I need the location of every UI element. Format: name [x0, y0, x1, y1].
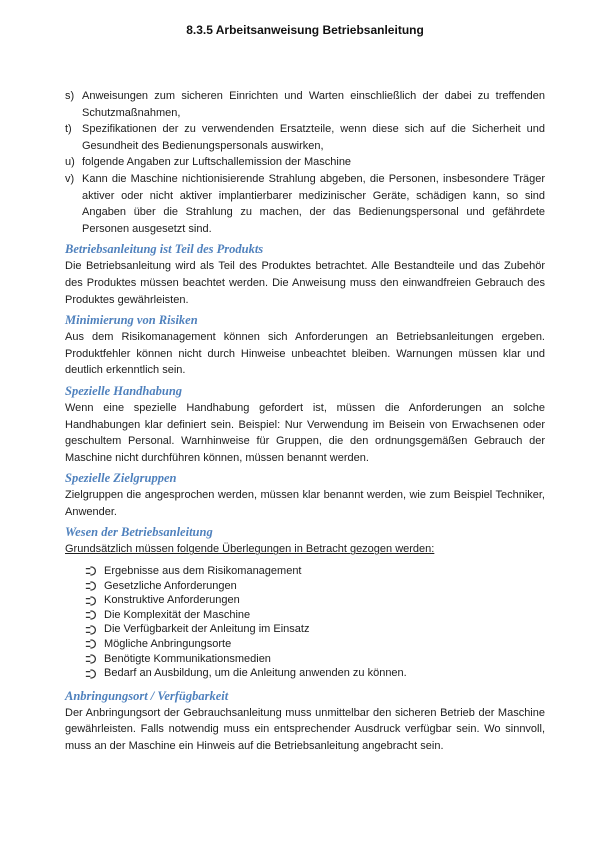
bullet-item — [85, 608, 545, 623]
section-intro-underlined: Grundsätzlich müssen folgende Überlegungen in Betracht gezogen werden: — [65, 543, 435, 556]
arrow-d-bullet-icon — [85, 653, 97, 665]
section-heading: Minimierung von Risiken — [65, 313, 198, 328]
section-body: Der Anbringungsort der Gebrauchsanleitung muss unmittelbar den sicheren Betrieb der Maschine gewährleisten. Falls notwendig muss ein entsprechender Ausdruck verfügbar sein. Wo sinnvoll, muss an der Maschine ein Hinweis auf die Betriebsanleitung angebracht sein. — [65, 706, 545, 752]
section-wesen-der-betriebsanleitung — [65, 524, 545, 680]
list-item — [65, 121, 545, 154]
bullet-item — [85, 579, 545, 594]
bullet-item — [85, 637, 545, 652]
list-item-text: Anweisungen zum sicheren Einrichten und Warten einschließlich der dabei zu treffenden Schutzmaßnahmen, — [82, 90, 545, 119]
section-heading: Anbringungsort / Verfügbarkeit — [65, 688, 229, 703]
bullet-text: Die Verfügbarkeit der Anleitung im Einsatz — [104, 623, 310, 636]
arrow-d-bullet-icon — [85, 580, 97, 592]
list-item-text: Spezifikationen der zu verwendenden Ersatzteile, wenn diese sich auf die Sicherheit und Gesundheit des Bedienungspersonals auswirken, — [82, 123, 545, 152]
arrow-d-bullet-icon — [85, 638, 97, 650]
section-heading: Spezielle Handhabung — [65, 383, 183, 398]
bullet-list — [85, 564, 545, 681]
bullet-item — [85, 666, 545, 681]
section-anbringungsort-verfuegbarkeit — [65, 688, 545, 755]
bullet-item — [85, 564, 545, 579]
bullet-item — [85, 622, 545, 637]
list-item-label: s) — [65, 90, 75, 102]
list-item — [65, 88, 545, 121]
document-title: 8.3.5 Arbeitsanweisung Betriebsanleitung — [186, 23, 424, 37]
list-item — [65, 171, 545, 237]
bullet-text: Konstruktive Anforderungen — [104, 594, 240, 607]
bullet-text: Ergebnisse aus dem Risikomanagement — [104, 565, 302, 578]
arrow-d-bullet-icon — [85, 595, 97, 607]
bullet-text: Benötigte Kommunikationsmedien — [104, 652, 271, 665]
bullet-text: Die Komplexität der Maschine — [104, 608, 251, 621]
arrow-d-bullet-icon — [85, 624, 97, 636]
arrow-d-bullet-icon — [85, 565, 97, 577]
section-heading: Spezielle Zielgruppen — [65, 471, 177, 486]
bullet-text: Mögliche Anbringungsorte — [104, 638, 232, 651]
section-teil-des-produkts — [65, 241, 545, 308]
section-spezielle-zielgruppen — [65, 470, 545, 520]
section-heading: Betriebsanleitung ist Teil des Produkts — [65, 242, 264, 257]
bullet-item — [85, 652, 545, 667]
list-item-text: folgende Angaben zur Luftschallemission der Maschine — [82, 156, 352, 169]
section-minimierung-von-risiken — [65, 312, 545, 379]
list-item — [65, 154, 545, 171]
arrow-d-bullet-icon — [85, 668, 97, 680]
list-item-label: t) — [65, 123, 72, 136]
lettered-list — [65, 88, 545, 237]
list-item-label: v) — [65, 172, 75, 185]
list-item-text: Kann die Maschine nichtionisierende Strahlung abgeben, die Personen, insbesondere Träger aktiver oder nicht aktiver implantierbarer medizinischer Geräte, schädigen kann, so sind Angaben über die Strahlung zu machen, der das Bedienungspersonal und gefährdete Personen ausgesetzt sind. — [82, 172, 545, 235]
bullet-text: Gesetzliche Anforderungen — [104, 579, 237, 592]
section-body: Zielgruppen die angesprochen werden, müssen klar benannt werden, wie zum Beispiel Techniker, Anwender. — [65, 489, 545, 518]
section-heading: Wesen der Betriebsanleitung — [65, 525, 213, 540]
bullet-item — [85, 593, 545, 608]
list-item-label: u) — [65, 156, 75, 169]
arrow-d-bullet-icon — [85, 609, 97, 621]
bullet-text: Bedarf an Ausbildung, um die Anleitung anwenden zu können. — [104, 667, 407, 680]
section-body: Aus dem Risikomanagement können sich Anforderungen an Betriebsanleitungen ergeben. Produktfehler können nicht durch Hinweise unbeachtet bleiben. Warnungen müssen klar und deutlich erkenntlich sein. — [65, 331, 545, 377]
section-body: Die Betriebsanleitung wird als Teil des Produktes betrachtet. Alle Bestandteile und das Zubehör des Produktes müssen beachtet werden. Die Anweisung muss den einwandfreien Gebrauch des Produktes gewährleisten. — [65, 260, 545, 306]
section-spezielle-handhabung — [65, 383, 545, 466]
section-body: Wenn eine spezielle Handhabung gefordert ist, müssen die Anforderungen an solche Handhabungen klar definiert sein. Beispiel: Nur Verwendung im Beisein von Erwachsenen oder geschultem Personal. Warnhinweise für Gruppen, die den ordnungsgemäßen Gebrauch der Maschine nicht durchführen können, müssen benannt werden. — [65, 401, 545, 464]
